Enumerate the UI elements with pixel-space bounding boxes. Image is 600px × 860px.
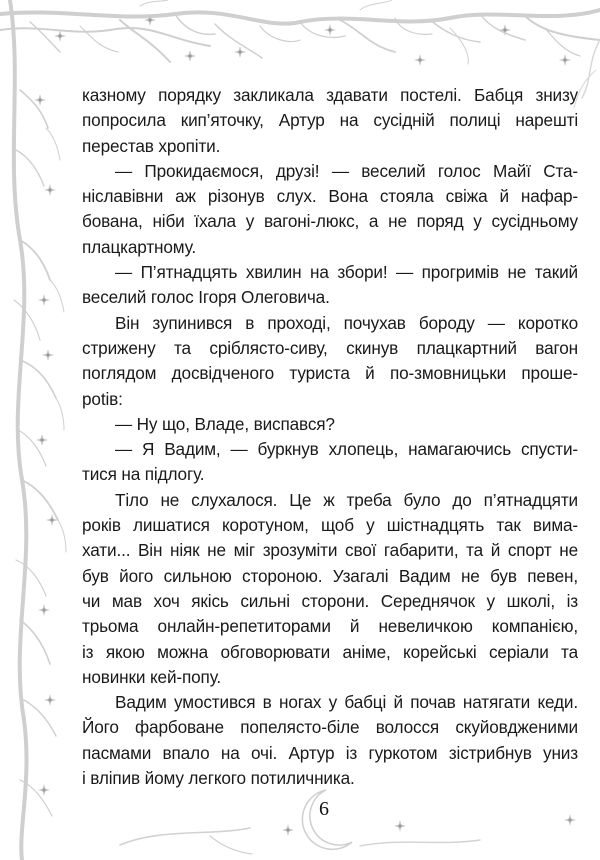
text-line: казному порядку закликала здавати постелі. Бабця знизу	[82, 85, 578, 105]
text-line: плацкартному.	[82, 236, 197, 257]
page-number: 6	[319, 798, 329, 820]
left-branches	[10, 0, 66, 860]
text-line: із якою можна обговорювати аніме, корейські серіали та	[82, 641, 578, 662]
text-line: перестав хропіти.	[82, 135, 221, 156]
text-line: — Прокидаємося, друзі! — веселий голос Майї Ста-	[115, 160, 578, 181]
text-line: попросила кип’яточку, Артур на сусідній полиці нарешті	[82, 110, 578, 131]
text-line: хати... Він ніяк не міг зрозуміти свої габарити, та й спорт не	[82, 540, 578, 561]
text-line: років лишатися коротуном, щоб у шістнадцять так вима-	[82, 515, 578, 536]
text-line: новинки кей-попу.	[82, 666, 222, 687]
text-line: Він зупинився в проході, почухав бороду — коротко	[115, 312, 578, 333]
text-line: і вліпив йому легкого потиличника.	[82, 768, 355, 789]
text-line: стрижену та сріблясто-сиву, скинув плацкартний вагон	[82, 337, 578, 358]
text-line: чи мав хоч якісь сильні сторони. Середнячок у школі, із	[82, 590, 578, 611]
text-line: Тіло не слухалося. Це ж треба було до п’ятнадцяти	[115, 489, 578, 510]
text-line: — Ну що, Владе, виспався?	[115, 413, 335, 434]
text-line: ніславівни аж різонув слух. Вона стояла свіжа й нафар-	[82, 186, 578, 207]
text-line: — П’ятнадцять хвилин на збори! — прогримів не такий	[115, 262, 578, 283]
text-line: Його фарбоване попелясто-біле волосся скуйовдженими	[82, 717, 578, 738]
text-line: був його сильною стороною. Узагалі Вадим не був певен,	[82, 565, 578, 586]
text-line: трьома онлайн-репетиторами й невеличкою компанією,	[82, 616, 578, 637]
text-line: пасмами впало на очі. Артур із гуркотом зістрибнув униз	[82, 742, 578, 763]
text-line: веселий голос Ігоря Олеговича.	[82, 287, 330, 308]
text-line: potів:	[82, 388, 123, 409]
bottom-flourish	[120, 828, 480, 854]
text-line: Вадим умостився в ногах у бабці й почав натягати кеди.	[115, 692, 578, 713]
text-line: — Я Вадим, — буркнув хлопець, намагаючись спусти-	[115, 439, 578, 460]
body-text	[82, 83, 578, 791]
text-line: бована, ніби їхала у вагоні-люкс, а не поряд у сусідньому	[82, 211, 578, 232]
text-line: тися на підлогу.	[82, 464, 205, 485]
top-branches	[0, 0, 600, 64]
text-line: поглядом досвідченого туриста й по-змовницьки проше-	[82, 363, 578, 384]
